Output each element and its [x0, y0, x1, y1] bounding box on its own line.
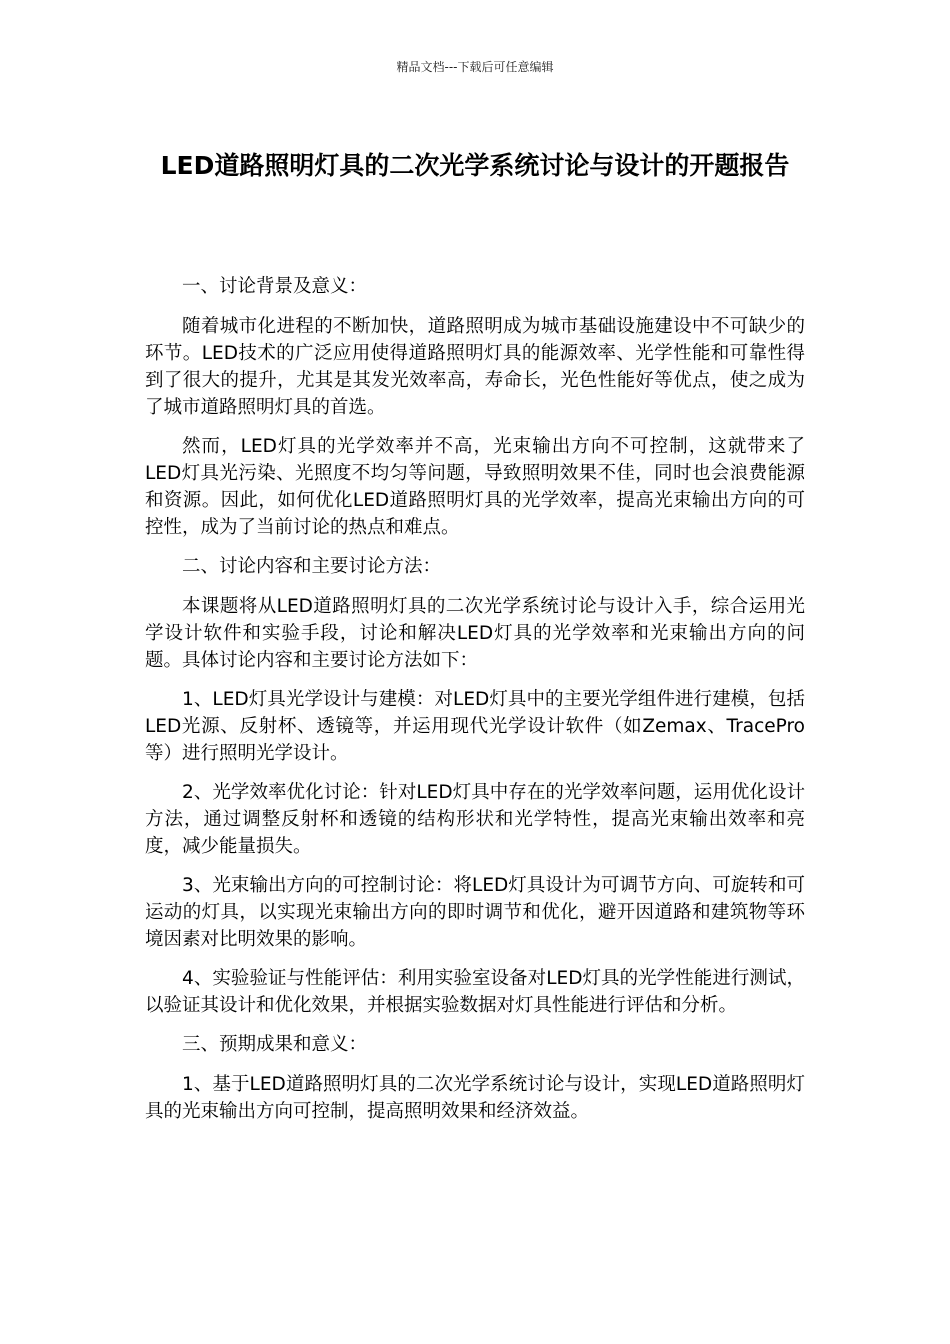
document-body [145, 273, 805, 1137]
paragraph-background-2: 然而，LED灯具的光学效率并不高，光束输出方向不可控制，这就带来了LED灯具光污染、光照度不均匀等问题，导致照明效果不佳，同时也会浪费能源和资源。因此，如何优化LED道路照明灯具的光学效率，提高光束输出方向的可控性，成为了当前讨论的热点和难点。 [145, 436, 805, 538]
paragraph-method-4: 4、实验验证与性能评估：利用实验室设备对LED灯具的光学性能进行测试，以验证其设计和优化效果，并根据实验数据对灯具性能进行评估和分析。 [145, 968, 805, 1016]
paragraph-background-1: 随着城市化进程的不断加快，道路照明成为城市基础设施建设中不可缺少的环节。LED技术的广泛应用使得道路照明灯具的能源效率、光学性能和可靠性得到了很大的提升，尤其是其发光效率高，寿命长，光色性能好等优点，使之成为了城市道路照明灯具的首选。 [145, 316, 805, 418]
section-heading-outcomes: 三、预期成果和意义： [182, 1034, 368, 1055]
paragraph-outcome-1: 1、基于LED道路照明灯具的二次光学系统讨论与设计，实现LED道路照明灯具的光束输出方向可控制，提高照明效果和经济效益。 [145, 1074, 805, 1122]
section-heading-methods: 二、讨论内容和主要讨论方法： [182, 556, 442, 577]
section-heading-background: 一、讨论背景及意义： [182, 276, 368, 297]
document-title: LED道路照明灯具的二次光学系统讨论与设计的开题报告 [160, 151, 790, 180]
page-header-note: 精品文档---下载后可任意编辑 [396, 60, 554, 74]
paragraph-methods-intro: 本课题将从LED道路照明灯具的二次光学系统讨论与设计入手，综合运用光学设计软件和实验手段，讨论和解决LED灯具的光学效率和光束输出方向的问题。具体讨论内容和主要讨论方法如下： [145, 596, 805, 671]
paragraph-method-2: 2、光学效率优化讨论：针对LED灯具中存在的光学效率问题，运用优化设计方法，通过调整反射杯和透镜的结构形状和光学特性，提高光束输出效率和亮度，减少能量损失。 [145, 782, 805, 857]
paragraph-method-1: 1、LED灯具光学设计与建模：对LED灯具中的主要光学组件进行建模，包括LED光源、反射杯、透镜等，并运用现代光学设计软件（如Zemax、TracePro等）进行照明光学设计。 [145, 689, 805, 764]
paragraph-method-3: 3、光束输出方向的可控制讨论：将LED灯具设计为可调节方向、可旋转和可运动的灯具，以实现光束输出方向的即时调节和优化，避开因道路和建筑物等环境因素对比明效果的影响。 [145, 875, 805, 950]
